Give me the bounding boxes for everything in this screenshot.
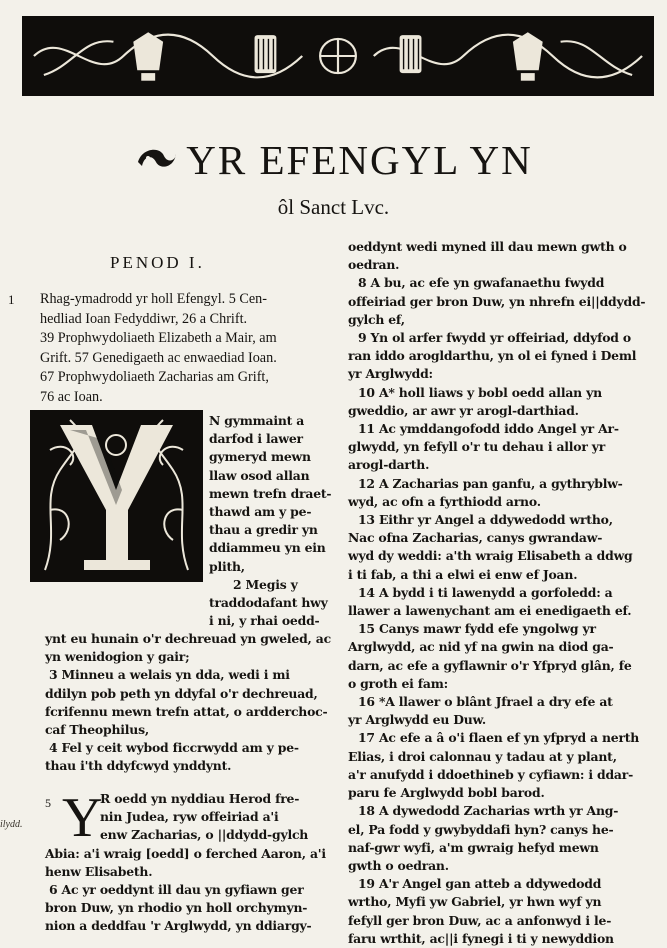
verse-line: darfod i lawer — [209, 431, 303, 447]
verse-line: 4 Fel y ceit wybod ficcrwydd am y pe- — [49, 740, 299, 756]
verse-line: gwth o oedran. — [348, 857, 449, 873]
book-title — [0, 137, 667, 183]
book-subtitle: ôl Sanct Lvc. — [277, 195, 390, 219]
verse-line: Abia: a'i wraig [oedd] o ferched Aaron, a'i — [45, 845, 326, 861]
verse-line: gweddio, ar awr yr arogl-darthiad. — [348, 402, 579, 418]
verse-line: a'r anufydd i ddoethineb y cyfiawn: i ddar- — [348, 766, 634, 782]
summary-line: Grift. 57 Genedigaeth ac enwaediad Ioan. — [40, 349, 277, 366]
verse-line: offeiriad ger bron Duw, yn nhrefn ei||ddydd- — [348, 293, 646, 309]
verse-line: 2 Megis y — [233, 576, 298, 592]
verse-line: yr Arglwydd: — [348, 366, 433, 382]
verse-line: traddodafant hwy — [209, 595, 328, 611]
verse-line: 3 Minneu a welais yn dda, wedi i mi — [49, 667, 290, 683]
title-text: YR EFENGYL YN — [186, 137, 533, 183]
verse-line: 17 Ac efe a â o'i flaen ef yn yfpryd a nerth — [358, 730, 640, 746]
verse-line: i ni, y rhai oedd- — [209, 613, 320, 629]
verse-line: caf Theophilus, — [45, 722, 149, 738]
verse-line: arogl-darth. — [348, 457, 430, 473]
verse-line: wyd, ac ofn a fyrthiodd arno. — [348, 493, 541, 509]
verse-line: 14 A bydd i ti lawenydd a gorfoledd: a — [358, 584, 613, 600]
chapter-heading: PENOD I. — [110, 253, 205, 272]
verse-line: mewn trefn draet- — [209, 485, 332, 501]
verse-line: Arglwydd, ac nid yf na gwin na diod ga- — [348, 639, 614, 655]
fleuron-icon — [134, 144, 178, 172]
verse-line: 15 Canys mawr fydd efe yngolwg yr — [358, 621, 596, 637]
chapter-summary — [8, 290, 338, 407]
verse-line: glwydd, yn fefyll o'r tu dehau i allor yr — [348, 439, 606, 455]
verse-line: fcrifennu mewn trefn attat, o ardderchoc- — [45, 703, 328, 719]
summary-line: hedliad Ioan Fedyddiwr, 26 a Chrift. — [40, 310, 248, 327]
verse-line: thau a gredir yn — [209, 522, 318, 538]
summary-line: Rhag-ymadrodd yr holl Efengyl. 5 Cen- — [40, 291, 267, 307]
verse-line: fefyll ger bron Duw, ac a anfonwyd i le- — [348, 912, 612, 928]
verse-line: 10 A* holl liaws y bobl oedd allan yn — [358, 384, 602, 400]
verse-line: ddiammeu yn ein — [209, 540, 326, 556]
verse-line: plith, — [209, 558, 245, 574]
verse-line: paru fe Arglwydd bobl barod. — [348, 785, 545, 801]
verse-line: thau i'th ddyfcwyd ynddynt. — [45, 758, 232, 774]
verse-line: 9 Yn ol arfer fwydd yr offeiriad, ddyfod o — [358, 330, 631, 346]
verses-5-6 — [45, 787, 341, 936]
verse-line: 13 Eithr yr Angel a ddywedodd wrtho, — [358, 512, 613, 528]
verse-line: Nac ofna Zacharias, canys gwrandaw- — [348, 530, 603, 546]
verse-line: naf-gwr wyfi, a'm gwraig hefyd mewn — [348, 839, 599, 855]
verse-line: 19 A'r Angel gan atteb a ddywedodd — [358, 876, 602, 892]
verse-line: llawer a lawenychant am ei enedigaeth ef. — [348, 603, 632, 619]
verse-line: nion a deddfau 'r Arglwydd, yn ddiargy- — [45, 918, 312, 934]
margin-note: ilydd. — [0, 819, 23, 830]
verse-line: ran iddo arogldarthu, yn ol ei fyned i Deml — [348, 348, 637, 364]
verse-line: gylch ef, — [348, 311, 405, 327]
summary-line: 67 Prophwydoliaeth Zacharias am Grift, — [40, 369, 269, 385]
verse-line: wrtho, Myfi yw Gabriel, yr hwn wyf yn — [348, 894, 602, 910]
verse-line: 12 A Zacharias pan ganfu, a gythryblw- — [358, 475, 623, 491]
ornamental-headpiece — [22, 16, 654, 96]
verse-line: R oedd yn nyddiau Herod fre- — [100, 791, 300, 806]
verse-1 — [209, 412, 339, 630]
verse-line: oedran. — [348, 257, 400, 273]
verse-line: ynt eu hunain o'r dechreuad yn gweled, ac — [45, 631, 331, 646]
historiated-initial-y — [30, 410, 203, 582]
verse-5-initial: Y — [62, 787, 103, 849]
verse-line: faru wrthit, ac||i fynegi i ti y newyddion — [348, 930, 614, 946]
summary-line: 76 ac Ioan. — [40, 388, 103, 405]
verse-line: 6 Ac yr oeddynt ill dau yn gyfiawn ger — [49, 882, 304, 898]
verse-line: 18 A dywedodd Zacharias wrth yr Ang- — [358, 803, 619, 819]
verse-line: bron Duw, yn rhodio yn holl orchymyn- — [45, 900, 308, 916]
summary-number: 1 — [8, 292, 15, 307]
verse-line: yn wenidogion y gair; — [45, 649, 190, 665]
verse-line: darn, ac efe a gyflawnir o'r Yfpryd glân, fe — [348, 657, 632, 673]
verse-line: nin Judea, ryw offeiriad a'i — [100, 809, 279, 825]
verse-line: wyd dy weddi: a'th wraig Elisabeth a ddwg — [348, 548, 633, 564]
verse-line: 8 A bu, ac efe yn gwafanaethu fwydd — [358, 275, 605, 291]
verse-line: oeddynt wedi myned ill dau mewn gwth o — [348, 239, 627, 254]
verse-5-number: 5 — [45, 796, 51, 810]
verses-2-4 — [45, 630, 341, 776]
verse-line: enw Zacharias, o ||ddydd-gylch — [100, 827, 309, 843]
verse-line: 11 Ac ymddangofodd iddo Angel yr Ar- — [358, 421, 619, 437]
right-column — [348, 238, 666, 948]
verse-line: llaw osod allan — [209, 467, 310, 483]
verse-line: el, Pa fodd y gwybyddafi hyn? canys he- — [348, 821, 614, 837]
verse-line: o groth ei fam: — [348, 675, 449, 691]
verse-line: i ti fab, a thi a elwi ei enw ef Joan. — [348, 566, 578, 582]
verse-line: gymeryd mewn — [209, 449, 311, 465]
summary-line: 39 Prophwydoliaeth Elizabeth a Mair, am — [40, 330, 277, 346]
verse-line: ddilyn pob peth yn ddyfal o'r dechreuad, — [45, 685, 318, 701]
verse-line: yr Arglwydd eu Duw. — [348, 712, 486, 728]
verse-line: Elias, i droi calonnau y tadau at y plant, — [348, 748, 617, 764]
verse-line: 16 *A llawer o blânt Jfrael a dry efe at — [358, 694, 613, 710]
verse-line: N gymmaint a — [209, 413, 305, 428]
verse-line: thawd am y pe- — [209, 504, 312, 520]
verse-line: henw Elisabeth. — [45, 863, 153, 879]
